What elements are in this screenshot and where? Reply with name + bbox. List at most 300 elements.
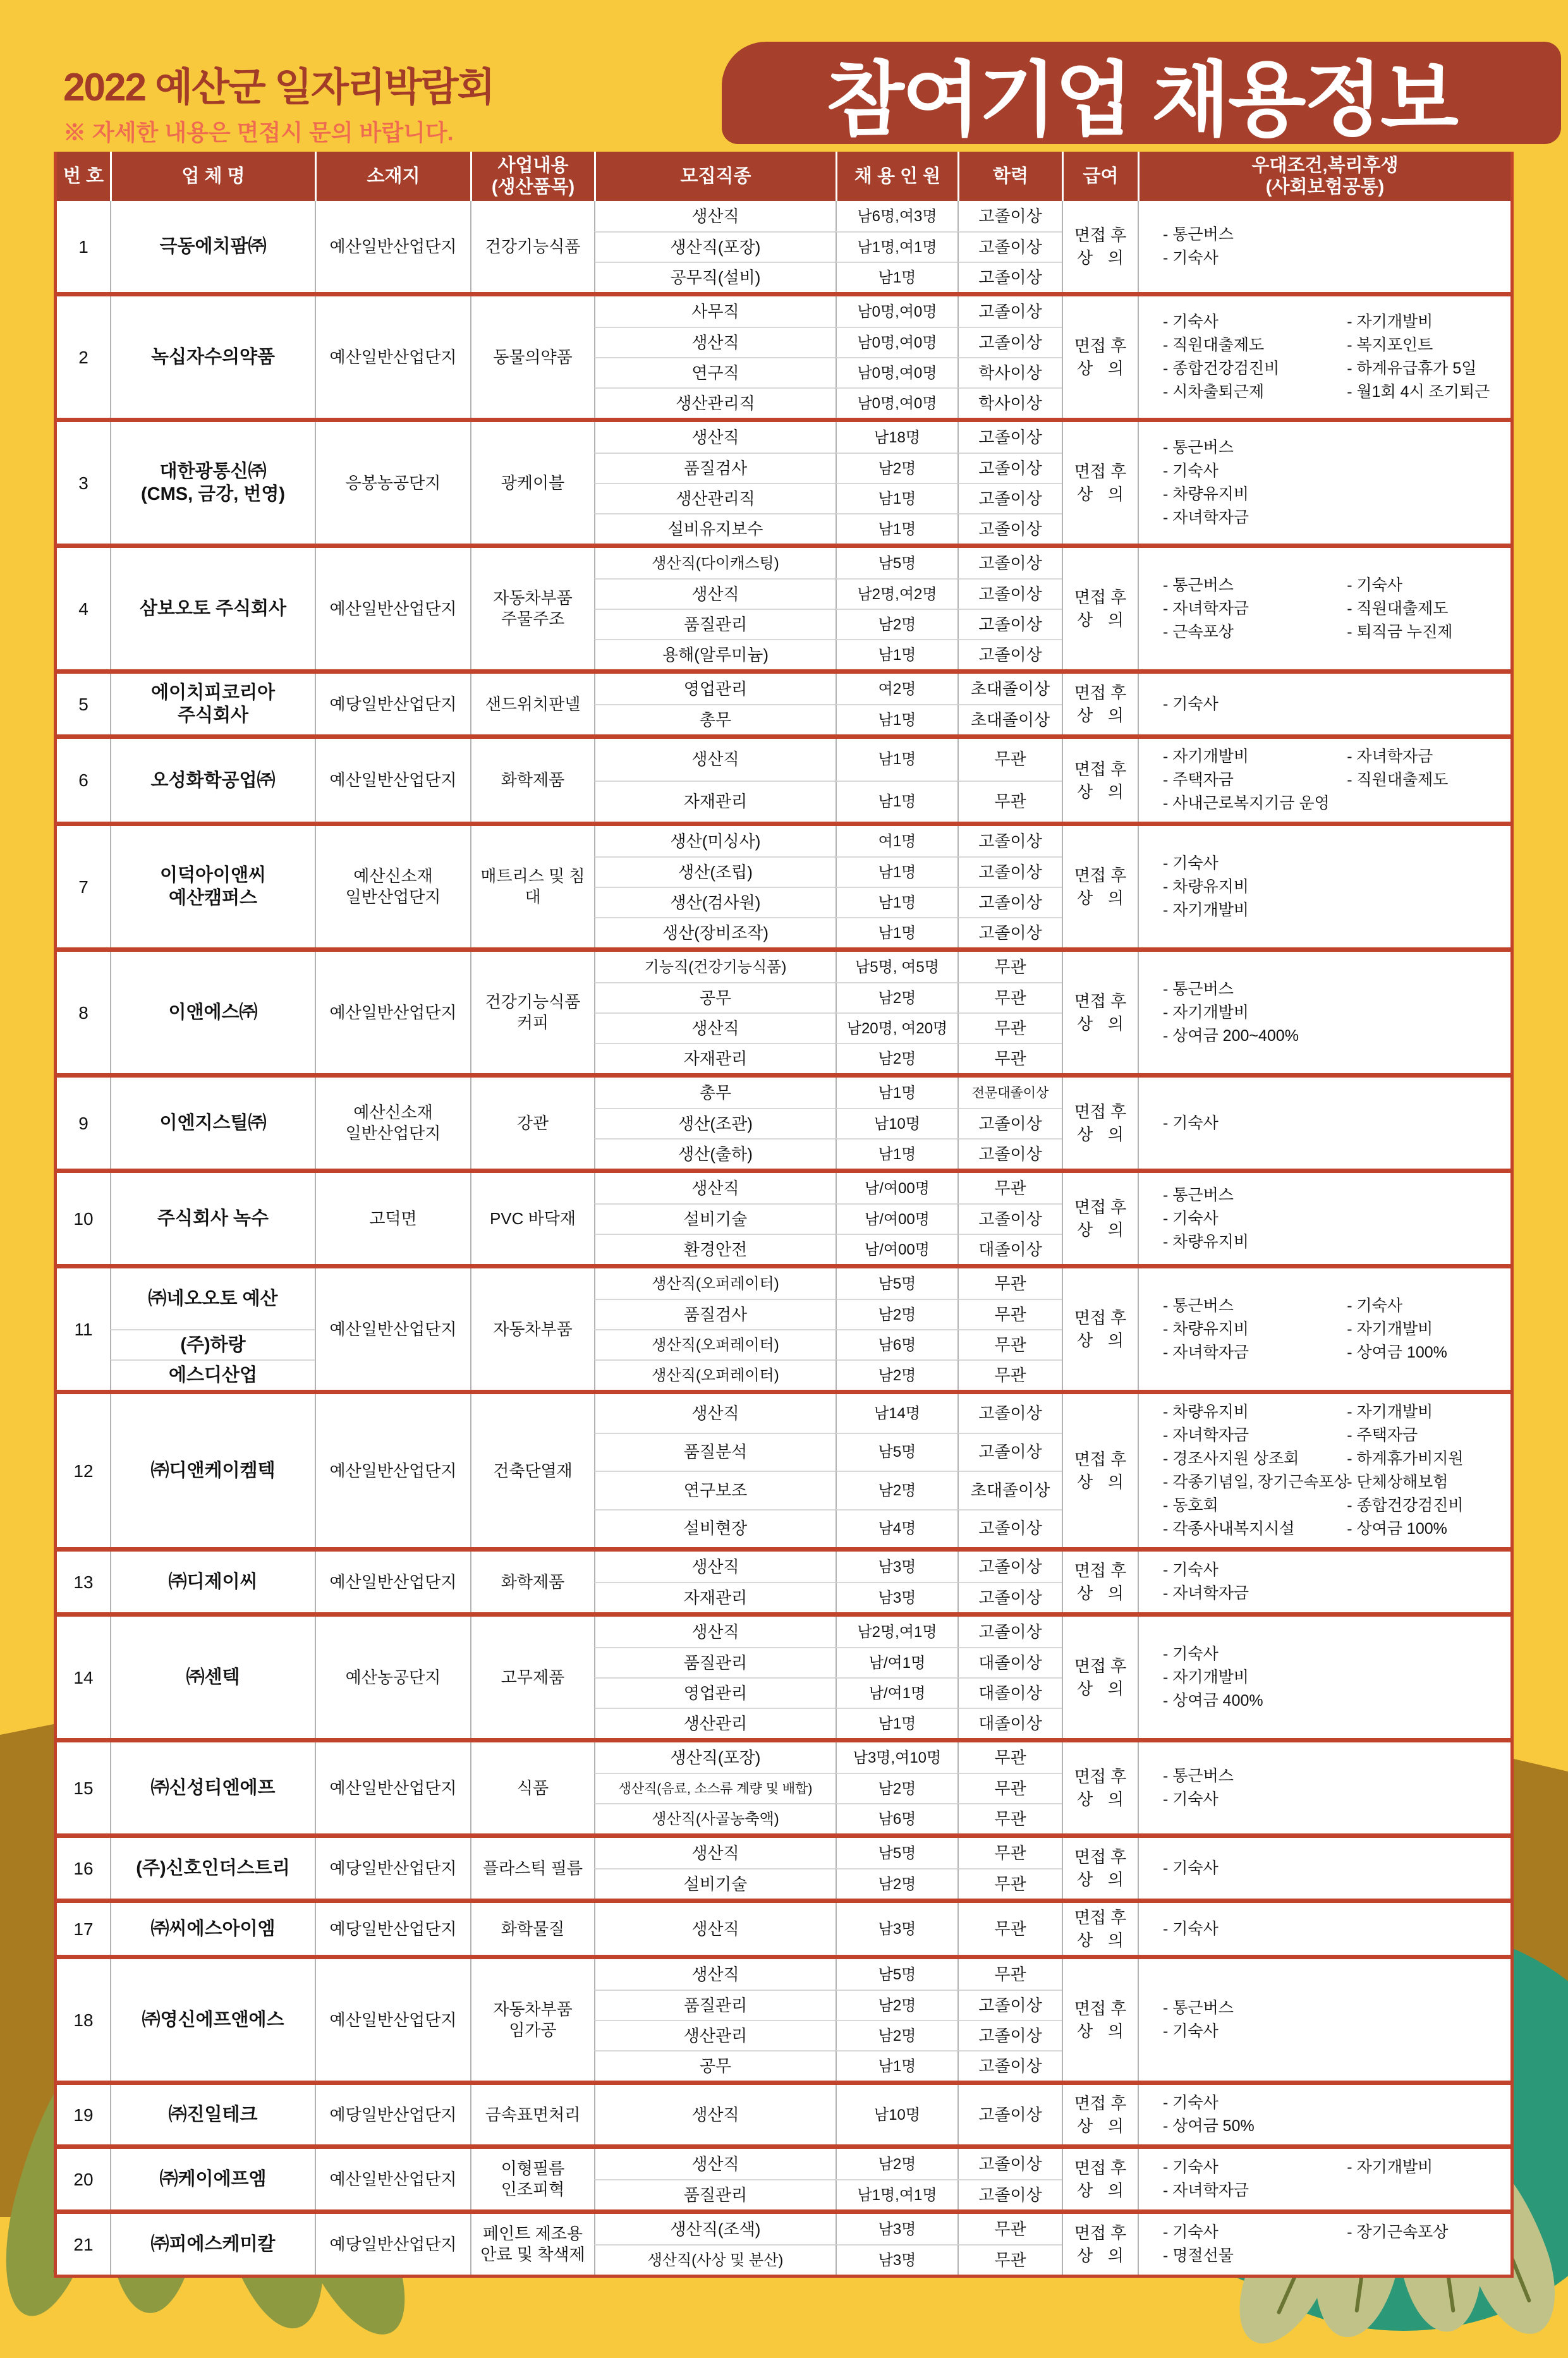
job-title: 생산직 <box>594 1012 836 1043</box>
job-headcount: 남10명 <box>836 1108 957 1138</box>
job-headcount: 남2명 <box>836 1773 957 1803</box>
company-business: 건강기능식품 <box>470 201 594 292</box>
job-education: 무관 <box>957 1173 1062 1203</box>
job-education: 고졸이상 <box>957 609 1062 639</box>
pay: 면접 후 상 의 <box>1062 1617 1138 1738</box>
job-education: 고졸이상 <box>957 1138 1062 1169</box>
company-name: ㈜피에스케미칼 <box>110 2214 315 2275</box>
column-header-location: 소재지 <box>315 152 470 201</box>
notice-text: ※ 자세한 내용은 면접시 문의 바랍니다. <box>63 119 454 145</box>
job-headcount: 남1명,여1명 <box>836 231 957 262</box>
job-headcount: 남1명 <box>836 739 957 781</box>
pay: 면접 후 상 의 <box>1062 952 1138 1073</box>
job-headcount: 남6명 <box>836 1803 957 1833</box>
job-education: 무관 <box>957 1803 1062 1833</box>
pay: 면접 후 상 의 <box>1062 674 1138 734</box>
company-no: 16 <box>73 1858 94 1878</box>
job-title: 생산(조관) <box>594 1108 836 1138</box>
company-row-13 <box>57 1547 1510 1612</box>
job-title: 설비현장 <box>594 1509 836 1548</box>
company-location: 예당일반산업단지 <box>315 674 470 734</box>
job-title: 생산직 <box>594 1394 836 1433</box>
company-business: 자동차부품 주물주조 <box>470 548 594 669</box>
company-location: 예산일반산업단지 <box>315 1268 470 1390</box>
job-headcount: 남2명,여1명 <box>836 1617 957 1647</box>
job-title: 생산직 <box>594 327 836 357</box>
job-education: 무관 <box>957 1329 1062 1359</box>
company-name: ㈜케이에프엠 <box>110 2149 315 2209</box>
company-row-18 <box>57 1955 1510 2081</box>
company-name: 극동에치팜㈜ <box>110 201 315 292</box>
company-location: 예산일반산업단지 <box>315 201 470 292</box>
company-name: 에이치피코리아 주식회사 <box>110 674 315 734</box>
job-headcount: 남1명 <box>836 2050 957 2081</box>
company-name: (주)신호인더스트리 <box>110 1838 315 1899</box>
job-headcount: 남1명 <box>836 639 957 669</box>
pay: 면접 후 상 의 <box>1062 2214 1138 2275</box>
job-education: 고졸이상 <box>957 1509 1062 1548</box>
company-no: 6 <box>78 770 88 790</box>
job-education: 고졸이상 <box>957 513 1062 544</box>
company-location: 예산신소재 일반산업단지 <box>315 826 470 947</box>
company-no: 9 <box>78 1113 88 1133</box>
job-headcount: 여1명 <box>836 826 957 856</box>
pay: 면접 후 상 의 <box>1062 422 1138 544</box>
job-headcount: 남5명 <box>836 1838 957 1868</box>
pay: 면접 후 상 의 <box>1062 739 1138 822</box>
job-education: 초대졸이상 <box>957 704 1062 734</box>
job-title: 생산직(오퍼레이터) <box>594 1359 836 1390</box>
company-name: ㈜디앤케이켐텍 <box>110 1394 315 1547</box>
main-title: 참여기업 채용정보 <box>826 55 1457 145</box>
company-name: ㈜영신에프앤에스 <box>110 1959 315 2081</box>
job-title: 총무 <box>594 704 836 734</box>
job-title: 품질관리 <box>594 609 836 639</box>
company-location: 예산일반산업단지 <box>315 2149 470 2209</box>
job-headcount: 남/여1명 <box>836 1647 957 1677</box>
pay: 면접 후 상 의 <box>1062 1268 1138 1390</box>
job-education: 고졸이상 <box>957 578 1062 609</box>
company-business: 화학제품 <box>470 1552 594 1612</box>
benefits: - 기숙사 - 차량유지비 - 자기개발비 <box>1138 826 1510 947</box>
job-headcount: 남3명 <box>836 1903 957 1955</box>
company-name: (주)하랑 <box>110 1329 315 1359</box>
event-title: 2022 예산군 일자리박람회 <box>63 66 494 109</box>
job-title: 공무 <box>594 982 836 1012</box>
job-headcount: 남14명 <box>836 1394 957 1433</box>
pay: 면접 후 상 의 <box>1062 1552 1138 1612</box>
job-title: 영업관리 <box>594 1677 836 1708</box>
company-business: 이형필름 인조피혁 <box>470 2149 594 2209</box>
company-business: PVC 바닥재 <box>470 1173 594 1264</box>
job-headcount: 남0명,여0명 <box>836 387 957 418</box>
column-header-job: 모집직종 <box>594 152 836 201</box>
job-education: 무관 <box>957 1742 1062 1773</box>
job-title: 생산관리 <box>594 2020 836 2050</box>
benefits: - 기숙사 - 명절선물 - 장기근속포상 <box>1138 2214 1510 2275</box>
company-location: 예산일반산업단지 <box>315 296 470 418</box>
column-header-no: 번 호 <box>63 166 104 186</box>
company-row-15 <box>57 1738 1510 1833</box>
job-headcount: 남/여1명 <box>836 1677 957 1708</box>
job-headcount: 남2명 <box>836 453 957 483</box>
pay: 면접 후 상 의 <box>1062 1959 1138 2081</box>
company-no: 14 <box>73 1667 94 1687</box>
job-title: 생산직(음료, 소스류 계량 및 배합) <box>594 1773 836 1803</box>
company-no: 5 <box>78 694 88 714</box>
job-title: 생산직 <box>594 1552 836 1582</box>
job-education: 무관 <box>957 2214 1062 2244</box>
benefits: - 통근버스 - 기숙사 <box>1138 201 1510 292</box>
job-title: 설비유지보수 <box>594 513 836 544</box>
job-headcount: 남2명 <box>836 1359 957 1390</box>
job-headcount: 남6명 <box>836 1329 957 1359</box>
company-business: 매트리스 및 침대 <box>470 826 594 947</box>
company-business: 샌드위치판넬 <box>470 674 594 734</box>
job-title: 설비기술 <box>594 1203 836 1234</box>
benefits: - 기숙사 <box>1138 1078 1510 1169</box>
job-headcount: 남3명 <box>836 2244 957 2275</box>
job-title: 자재관리 <box>594 1582 836 1612</box>
company-row-7 <box>57 822 1510 947</box>
job-education: 고졸이상 <box>957 422 1062 453</box>
company-row-5 <box>57 669 1510 734</box>
job-headcount: 남0명,여0명 <box>836 327 957 357</box>
job-headcount: 남/여00명 <box>836 1234 957 1264</box>
job-headcount: 남5명 <box>836 1433 957 1471</box>
job-headcount: 남1명,여1명 <box>836 2179 957 2209</box>
job-title: 용해(알루미늄) <box>594 639 836 669</box>
company-location: 예산일반산업단지 <box>315 1394 470 1547</box>
company-row-17 <box>57 1899 1510 1955</box>
job-headcount: 남2명 <box>836 609 957 639</box>
benefits: - 통근버스 - 기숙사 - 차량유지비 <box>1138 1173 1510 1264</box>
company-no: 13 <box>73 1572 94 1592</box>
company-row-1 <box>57 201 1510 292</box>
job-title: 생산직 <box>594 422 836 453</box>
job-education: 고졸이상 <box>957 917 1062 947</box>
company-row-20 <box>57 2144 1510 2209</box>
job-education: 고졸이상 <box>957 1433 1062 1471</box>
pay: 면접 후 상 의 <box>1062 1838 1138 1899</box>
company-business: 자동차부품 <box>470 1268 594 1390</box>
job-headcount: 남6명,여3명 <box>836 201 957 231</box>
company-row-21 <box>57 2209 1510 2275</box>
benefits: - 기숙사 - 직원대출제도 - 종합건강검진비 - 시차출퇴근제 - 자기개발비 - 복지포인트 - 하계유급휴가 5일 - 월1회 4시 조기퇴근 <box>1138 296 1510 418</box>
job-headcount: 남1명 <box>836 917 957 947</box>
pay: 면접 후 상 의 <box>1062 2085 1138 2144</box>
company-location: 예당일반산업단지 <box>315 1838 470 1899</box>
company-location: 예산농공단지 <box>315 1617 470 1738</box>
company-business: 화학제품 <box>470 739 594 822</box>
recruitment-table <box>54 152 1514 2278</box>
company-location: 고덕면 <box>315 1173 470 1264</box>
job-education: 무관 <box>957 1773 1062 1803</box>
benefits: - 통근버스 - 기숙사 <box>1138 1959 1510 2081</box>
pay: 면접 후 상 의 <box>1062 296 1138 418</box>
company-location: 예산일반산업단지 <box>315 1552 470 1612</box>
company-business: 고무제품 <box>470 1617 594 1738</box>
job-title: 생산관리직 <box>594 387 836 418</box>
job-education: 고졸이상 <box>957 296 1062 327</box>
job-education: 고졸이상 <box>957 887 1062 917</box>
job-title: 자재관리 <box>594 1043 836 1073</box>
job-title: 품질관리 <box>594 1647 836 1677</box>
job-education: 초대졸이상 <box>957 1471 1062 1509</box>
table-body <box>57 201 1510 2275</box>
job-education: 고졸이상 <box>957 2149 1062 2179</box>
job-headcount: 남1명 <box>836 704 957 734</box>
job-headcount: 남2명 <box>836 2020 957 2050</box>
job-title: 연구직 <box>594 357 836 387</box>
job-headcount: 남2명 <box>836 1990 957 2020</box>
job-education: 무관 <box>957 982 1062 1012</box>
company-business: 페인트 제조용 안료 및 착색제 <box>470 2214 594 2275</box>
company-no: 17 <box>73 1919 94 1939</box>
job-title: 환경안전 <box>594 1234 836 1264</box>
job-title: 생산직(포장) <box>594 1742 836 1773</box>
company-name: 이엔지스틸㈜ <box>110 1078 315 1169</box>
job-title: 생산직(다이캐스팅) <box>594 548 836 578</box>
job-title: 생산직(사골농축액) <box>594 1803 836 1833</box>
benefits: - 통근버스 - 기숙사 <box>1138 1742 1510 1833</box>
job-education: 고졸이상 <box>957 856 1062 887</box>
job-education: 고졸이상 <box>957 327 1062 357</box>
job-education: 고졸이상 <box>957 1582 1062 1612</box>
job-title: 품질검사 <box>594 1299 836 1329</box>
job-headcount: 남3명,여10명 <box>836 1742 957 1773</box>
job-headcount: 남1명 <box>836 887 957 917</box>
company-business: 금속표면처리 <box>470 2085 594 2144</box>
job-title: 사무직 <box>594 296 836 327</box>
job-education: 고졸이상 <box>957 1990 1062 2020</box>
job-headcount: 남20명, 여20명 <box>836 1012 957 1043</box>
company-no: 15 <box>73 1778 94 1798</box>
job-education: 무관 <box>957 2244 1062 2275</box>
job-title: 생산직 <box>594 1959 836 1990</box>
job-education: 무관 <box>957 1359 1062 1390</box>
job-title: 생산(출하) <box>594 1138 836 1169</box>
job-headcount: 남1명 <box>836 513 957 544</box>
company-row-16 <box>57 1833 1510 1899</box>
job-title: 품질관리 <box>594 2179 836 2209</box>
job-education: 고졸이상 <box>957 231 1062 262</box>
company-location: 예산일반산업단지 <box>315 1742 470 1833</box>
job-title: 품질관리 <box>594 1990 836 2020</box>
company-name: 오성화학공업㈜ <box>110 739 315 822</box>
company-name: 에스디산업 <box>110 1359 315 1390</box>
benefits: - 자기개발비 - 주택자금 - 사내근로복지기금 운영 - 자녀학자금 - 직원대출제도 <box>1138 739 1510 822</box>
company-name: 이덕아이앤씨 예산캠퍼스 <box>110 826 315 947</box>
job-headcount: 남2명 <box>836 1471 957 1509</box>
job-education: 무관 <box>957 781 1062 822</box>
company-location: 예당일반산업단지 <box>315 1903 470 1955</box>
company-row-8 <box>57 947 1510 1073</box>
company-row-12 <box>57 1390 1510 1547</box>
company-no: 18 <box>73 2010 94 2030</box>
job-headcount: 남1명 <box>836 1078 957 1108</box>
company-row-14 <box>57 1612 1510 1738</box>
company-business: 화학물질 <box>470 1903 594 1955</box>
job-title: 생산직(오퍼레이터) <box>594 1329 836 1359</box>
company-location: 예당일반산업단지 <box>315 2214 470 2275</box>
job-education: 무관 <box>957 1268 1062 1299</box>
company-name: 주식회사 녹수 <box>110 1173 315 1264</box>
column-header-headcount: 채 용 인 원 <box>836 152 957 201</box>
company-no: 11 <box>74 1319 93 1339</box>
company-business: 식품 <box>470 1742 594 1833</box>
benefits: - 기숙사 <box>1138 1903 1510 1955</box>
job-title: 연구보조 <box>594 1471 836 1509</box>
column-header-business: 사업내용 (생산품목) <box>470 152 594 201</box>
benefits: - 기숙사 - 자기개발비 - 상여금 400% <box>1138 1617 1510 1738</box>
job-title: 생산직(오퍼레이터) <box>594 1268 836 1299</box>
job-education: 대졸이상 <box>957 1647 1062 1677</box>
job-education: 무관 <box>957 1959 1062 1990</box>
company-name: ㈜씨에스아이엠 <box>110 1903 315 1955</box>
job-education: 초대졸이상 <box>957 674 1062 704</box>
job-headcount: 남1명 <box>836 483 957 513</box>
company-row-4 <box>57 544 1510 669</box>
company-no: 3 <box>78 473 88 493</box>
job-education: 고졸이상 <box>957 1552 1062 1582</box>
job-education: 무관 <box>957 1299 1062 1329</box>
job-headcount: 남2명 <box>836 1043 957 1073</box>
job-headcount: 남1명 <box>836 781 957 822</box>
column-header-pay: 급여 <box>1062 152 1138 201</box>
company-business: 자동차부품 임가공 <box>470 1959 594 2081</box>
pay: 면접 후 상 의 <box>1062 1394 1138 1547</box>
pay: 면접 후 상 의 <box>1062 548 1138 669</box>
job-title: 생산직(조색) <box>594 2214 836 2244</box>
benefits: - 통근버스 - 자기개발비 - 상여금 200~400% <box>1138 952 1510 1073</box>
job-title: 생산직 <box>594 739 836 781</box>
job-title: 기능직(건강기능식품) <box>594 952 836 982</box>
job-title: 생산(조립) <box>594 856 836 887</box>
company-business: 플라스틱 필름 <box>470 1838 594 1899</box>
job-headcount: 남1명 <box>836 1708 957 1738</box>
company-name: ㈜진일테크 <box>110 2085 315 2144</box>
job-title: 설비기술 <box>594 1868 836 1899</box>
job-headcount: 남5명, 여5명 <box>836 952 957 982</box>
job-title: 품질분석 <box>594 1433 836 1471</box>
company-no: 21 <box>73 2234 94 2254</box>
company-row-9 <box>57 1073 1510 1169</box>
company-name: 이앤에스㈜ <box>110 952 315 1073</box>
job-education: 고졸이상 <box>957 1617 1062 1647</box>
job-title: 자재관리 <box>594 781 836 822</box>
pay: 면접 후 상 의 <box>1062 1173 1138 1264</box>
company-no: 1 <box>78 236 88 257</box>
company-row-11 <box>57 1264 1510 1390</box>
job-education: 고졸이상 <box>957 639 1062 669</box>
job-headcount: 남5명 <box>836 548 957 578</box>
column-header-name: 업 체 명 <box>110 152 315 201</box>
benefits: - 차량유지비 - 자녀학자금 - 경조사지원 상조회 - 각종기념일, 장기근속포상 - 동호회 - 각종사내복지시설 - 자기개발비 - 주택자금 - 하계휴가비지원 - 단체상해보험 - 종합건강검진비 - 상여금 100% <box>1138 1394 1510 1547</box>
job-education: 고졸이상 <box>957 2020 1062 2050</box>
job-headcount: 남2명 <box>836 982 957 1012</box>
job-headcount: 남2명,여2명 <box>836 578 957 609</box>
job-headcount: 남/여00명 <box>836 1173 957 1203</box>
job-title: 생산직(포장) <box>594 231 836 262</box>
column-header-benefits: 우대조건,복리후생 (사회보험공통) <box>1138 152 1510 201</box>
job-headcount: 남0명,여0명 <box>836 296 957 327</box>
job-title: 생산직 <box>594 578 836 609</box>
job-title: 생산관리직 <box>594 483 836 513</box>
company-location: 예산일반산업단지 <box>315 548 470 669</box>
job-headcount: 남18명 <box>836 422 957 453</box>
job-headcount: 남2명 <box>836 1299 957 1329</box>
job-education: 무관 <box>957 1012 1062 1043</box>
pay: 면접 후 상 의 <box>1062 1742 1138 1833</box>
company-name: 대한광통신㈜ (CMS, 금강, 번영) <box>110 422 315 544</box>
job-headcount: 남2명 <box>836 2149 957 2179</box>
job-education: 고졸이상 <box>957 453 1062 483</box>
company-row-3 <box>57 418 1510 544</box>
company-no: 8 <box>78 1002 88 1023</box>
pay: 면접 후 상 의 <box>1062 826 1138 947</box>
company-name: 삼보오토 주식회사 <box>110 548 315 669</box>
benefits: - 기숙사 <box>1138 1838 1510 1899</box>
job-headcount: 남1명 <box>836 1138 957 1169</box>
table-header-row <box>57 152 1510 201</box>
company-row-19 <box>57 2081 1510 2144</box>
company-location: 예산일반산업단지 <box>315 739 470 822</box>
company-name: 녹십자수의약품 <box>110 296 315 418</box>
job-title: 생산직 <box>594 201 836 231</box>
job-education: 고졸이상 <box>957 201 1062 231</box>
job-title: 생산직 <box>594 2149 836 2179</box>
benefits: - 기숙사 - 상여금 50% <box>1138 2085 1510 2144</box>
company-no: 7 <box>78 877 88 897</box>
company-business: 건강기능식품 커피 <box>470 952 594 1073</box>
job-headcount: 남1명 <box>836 262 957 292</box>
company-row-2 <box>57 292 1510 418</box>
job-title: 영업관리 <box>594 674 836 704</box>
job-education: 무관 <box>957 1903 1062 1955</box>
benefits: - 통근버스 - 차량유지비 - 자녀학자금 - 기숙사 - 자기개발비 - 상여금 100% <box>1138 1268 1510 1390</box>
job-title: 생산직 <box>594 1903 836 1955</box>
company-name: ㈜디제이씨 <box>110 1552 315 1612</box>
company-name: ㈜센텍 <box>110 1617 315 1738</box>
job-title: 공무 <box>594 2050 836 2081</box>
company-name: ㈜신성티엔에프 <box>110 1742 315 1833</box>
job-education: 무관 <box>957 1868 1062 1899</box>
job-education: 고졸이상 <box>957 1108 1062 1138</box>
job-education: 고졸이상 <box>957 548 1062 578</box>
job-education: 고졸이상 <box>957 826 1062 856</box>
job-education: 고졸이상 <box>957 1394 1062 1433</box>
job-title: 생산직 <box>594 1617 836 1647</box>
job-title: 생산직 <box>594 2085 836 2144</box>
job-education: 무관 <box>957 1043 1062 1073</box>
job-headcount: 남2명 <box>836 1868 957 1899</box>
company-no: 10 <box>73 1208 94 1229</box>
company-business: 건축단열재 <box>470 1394 594 1547</box>
job-headcount: 남/여00명 <box>836 1203 957 1234</box>
job-headcount: 남5명 <box>836 1959 957 1990</box>
job-education: 고졸이상 <box>957 1203 1062 1234</box>
job-title: 공무직(설비) <box>594 262 836 292</box>
job-education: 고졸이상 <box>957 2050 1062 2081</box>
pay: 면접 후 상 의 <box>1062 2149 1138 2209</box>
company-location: 예산신소재 일반산업단지 <box>315 1078 470 1169</box>
job-title: 생산(장비조작) <box>594 917 836 947</box>
job-title: 생산직 <box>594 1173 836 1203</box>
main-title-banner <box>722 42 1561 144</box>
job-title: 품질검사 <box>594 453 836 483</box>
job-education: 대졸이상 <box>957 1708 1062 1738</box>
